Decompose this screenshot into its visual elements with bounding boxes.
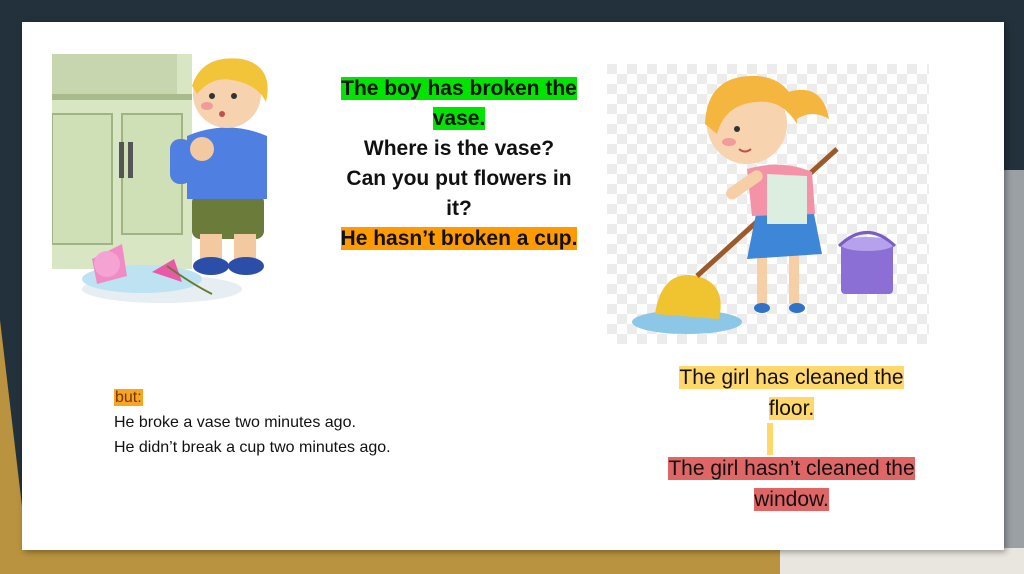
question-line-2: Can you put flowers in xyxy=(346,167,572,190)
girl-mopping-illustration xyxy=(607,64,929,344)
girl-negative-line-2: window. xyxy=(754,488,829,511)
boy-negative-line: He hasn’t broken a cup. xyxy=(340,227,578,250)
but-label: but: xyxy=(115,389,142,406)
boy-sentences xyxy=(294,74,624,254)
girl-positive-sentence xyxy=(624,362,959,424)
boy-positive-line-1: The boy has broken the xyxy=(341,77,577,100)
girl-positive-line-1: The girl has cleaned the xyxy=(679,366,904,389)
question-line-1: Where is the vase? xyxy=(363,137,555,160)
girl-negative-sentence xyxy=(624,453,959,515)
boy-broken-vase-illustration xyxy=(52,54,284,304)
decor-light-band xyxy=(780,548,1024,574)
connector-bar xyxy=(767,423,773,455)
past-simple-line-2: He didn’t break a cup two minutes ago. xyxy=(114,439,391,456)
slide xyxy=(22,22,1004,550)
past-simple-contrast xyxy=(114,385,391,460)
boy-positive-line-2: vase. xyxy=(432,107,486,130)
girl-negative-line-1: The girl hasn’t cleaned the xyxy=(668,457,915,480)
girl-positive-line-2: floor. xyxy=(768,397,815,420)
question-line-3: it? xyxy=(446,197,472,220)
past-simple-line-1: He broke a vase two minutes ago. xyxy=(114,414,356,431)
